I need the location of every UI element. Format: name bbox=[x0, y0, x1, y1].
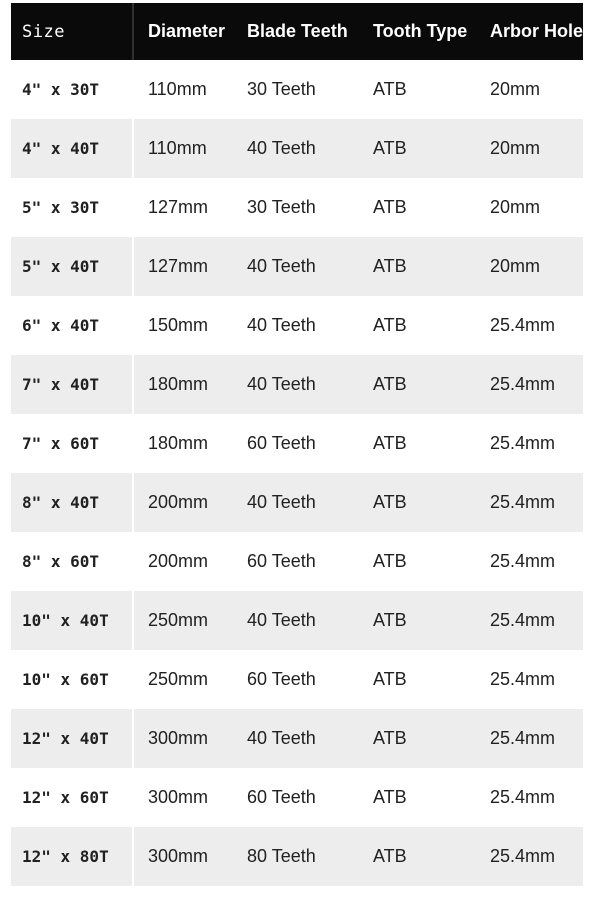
cell-arbor-hole: 25.4mm bbox=[490, 433, 556, 453]
cell-blade-teeth: 40 Teeth bbox=[247, 138, 316, 158]
cell-tooth-type: ATB bbox=[373, 197, 407, 217]
header-row bbox=[11, 3, 583, 60]
cell-blade-teeth: 60 Teeth bbox=[247, 669, 316, 689]
cell-size: 10" x 40T bbox=[11, 591, 134, 650]
cell-blade-teeth: 40 Teeth bbox=[247, 728, 316, 748]
table-row bbox=[11, 178, 583, 237]
cell-tooth-type: ATB bbox=[373, 610, 407, 630]
cell-tooth-type: ATB bbox=[373, 79, 407, 99]
cell-arbor-hole: 25.4mm bbox=[490, 610, 556, 630]
cell-arbor-hole: 20mm bbox=[490, 79, 541, 99]
table-row bbox=[11, 119, 583, 178]
cell-diameter: 300mm bbox=[148, 787, 209, 807]
cell-diameter: 180mm bbox=[148, 374, 209, 394]
cell-tooth-type: ATB bbox=[373, 433, 407, 453]
cell-blade-teeth: 40 Teeth bbox=[247, 315, 316, 335]
cell-size: 8" x 60T bbox=[11, 532, 134, 591]
cell-arbor-hole: 25.4mm bbox=[490, 787, 556, 807]
cell-tooth-type: ATB bbox=[373, 315, 407, 335]
blade-spec-table bbox=[11, 3, 583, 886]
cell-arbor-hole: 25.4mm bbox=[490, 551, 556, 571]
table-row bbox=[11, 414, 583, 473]
cell-arbor-hole: 25.4mm bbox=[490, 846, 556, 866]
cell-tooth-type: ATB bbox=[373, 138, 407, 158]
cell-tooth-type: ATB bbox=[373, 374, 407, 394]
cell-diameter: 200mm bbox=[148, 551, 209, 571]
cell-blade-teeth: 40 Teeth bbox=[247, 374, 316, 394]
cell-diameter: 127mm bbox=[148, 197, 209, 217]
cell-diameter: 150mm bbox=[148, 315, 209, 335]
column-header-arbor-hole: Arbor Hole bbox=[476, 3, 583, 60]
column-header-diameter: Diameter bbox=[134, 3, 233, 60]
table-row bbox=[11, 237, 583, 296]
cell-size: 5" x 40T bbox=[11, 237, 134, 296]
cell-size: 7" x 60T bbox=[11, 414, 134, 473]
cell-arbor-hole: 20mm bbox=[490, 197, 541, 217]
cell-blade-teeth: 40 Teeth bbox=[247, 610, 316, 630]
table-row bbox=[11, 709, 583, 768]
cell-diameter: 110mm bbox=[148, 138, 207, 158]
cell-diameter: 300mm bbox=[148, 728, 209, 748]
cell-arbor-hole: 20mm bbox=[490, 138, 541, 158]
cell-size: 4" x 30T bbox=[11, 60, 134, 119]
cell-size: 12" x 60T bbox=[11, 768, 134, 827]
cell-blade-teeth: 40 Teeth bbox=[247, 256, 316, 276]
cell-size: 5" x 30T bbox=[11, 178, 134, 237]
cell-arbor-hole: 25.4mm bbox=[490, 374, 556, 394]
table-row bbox=[11, 591, 583, 650]
cell-arbor-hole: 20mm bbox=[490, 256, 541, 276]
cell-diameter: 110mm bbox=[148, 79, 207, 99]
cell-size: 7" x 40T bbox=[11, 355, 134, 414]
cell-diameter: 250mm bbox=[148, 610, 209, 630]
column-header-blade-teeth: Blade Teeth bbox=[233, 3, 359, 60]
cell-blade-teeth: 30 Teeth bbox=[247, 197, 316, 217]
cell-size: 4" x 40T bbox=[11, 119, 134, 178]
cell-size: 12" x 80T bbox=[11, 827, 134, 886]
cell-blade-teeth: 30 Teeth bbox=[247, 79, 316, 99]
cell-tooth-type: ATB bbox=[373, 669, 407, 689]
cell-blade-teeth: 60 Teeth bbox=[247, 433, 316, 453]
cell-blade-teeth: 60 Teeth bbox=[247, 551, 316, 571]
cell-size: 8" x 40T bbox=[11, 473, 134, 532]
cell-size: 12" x 40T bbox=[11, 709, 134, 768]
cell-blade-teeth: 80 Teeth bbox=[247, 846, 316, 866]
table-row bbox=[11, 827, 583, 886]
cell-diameter: 300mm bbox=[148, 846, 209, 866]
cell-tooth-type: ATB bbox=[373, 256, 407, 276]
cell-diameter: 180mm bbox=[148, 433, 209, 453]
cell-blade-teeth: 60 Teeth bbox=[247, 787, 316, 807]
cell-blade-teeth: 40 Teeth bbox=[247, 492, 316, 512]
table-row bbox=[11, 296, 583, 355]
cell-size: 10" x 60T bbox=[11, 650, 134, 709]
cell-size: 6" x 40T bbox=[11, 296, 134, 355]
cell-tooth-type: ATB bbox=[373, 492, 407, 512]
table-row bbox=[11, 532, 583, 591]
cell-tooth-type: ATB bbox=[373, 728, 407, 748]
table-header bbox=[11, 3, 583, 60]
table-row bbox=[11, 355, 583, 414]
table-row bbox=[11, 650, 583, 709]
cell-tooth-type: ATB bbox=[373, 846, 407, 866]
column-header-tooth-type: Tooth Type bbox=[359, 3, 476, 60]
cell-arbor-hole: 25.4mm bbox=[490, 669, 556, 689]
table-row bbox=[11, 768, 583, 827]
cell-diameter: 250mm bbox=[148, 669, 209, 689]
cell-tooth-type: ATB bbox=[373, 787, 407, 807]
column-header-size: Size bbox=[11, 3, 134, 60]
cell-arbor-hole: 25.4mm bbox=[490, 728, 556, 748]
cell-tooth-type: ATB bbox=[373, 551, 407, 571]
table-body bbox=[11, 60, 583, 886]
table-row bbox=[11, 473, 583, 532]
cell-arbor-hole: 25.4mm bbox=[490, 492, 556, 512]
cell-diameter: 200mm bbox=[148, 492, 209, 512]
cell-arbor-hole: 25.4mm bbox=[490, 315, 556, 335]
cell-diameter: 127mm bbox=[148, 256, 209, 276]
table-row bbox=[11, 60, 583, 119]
